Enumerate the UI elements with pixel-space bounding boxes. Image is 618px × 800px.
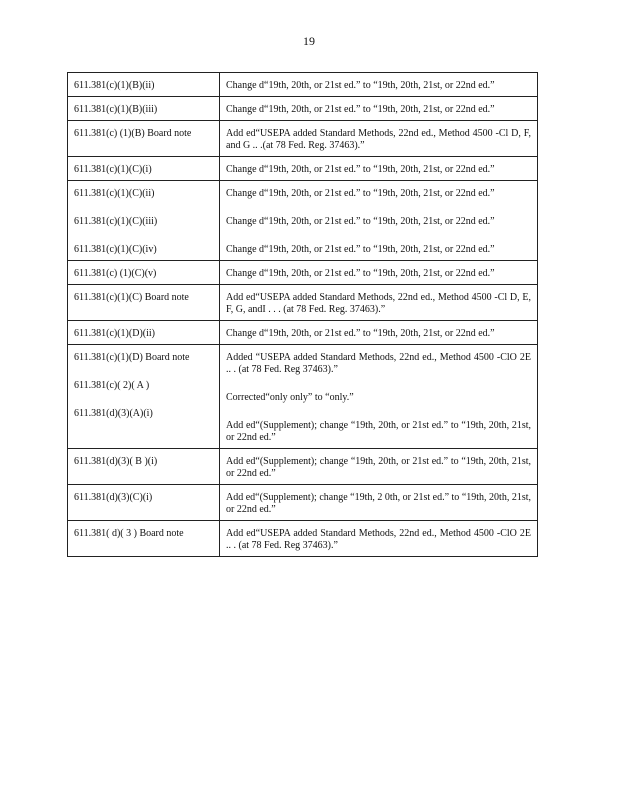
table-row <box>68 261 538 285</box>
section-reference: 611.381(c) (1)(C)(v) <box>74 268 157 279</box>
section-reference: 611.381(c)(1)(B)(ii) <box>74 80 155 91</box>
section-reference: 611.381(c)(1)(C)(iii) <box>74 216 158 227</box>
section-reference: 611.381(c)(1)(C)(i) <box>74 164 152 175</box>
change-description: Change d“19th, 20th, or 21st ed.” to “19th, 20th, 21st, or 22nd ed.” <box>226 244 495 255</box>
table-row <box>68 97 538 121</box>
table-row <box>68 181 538 261</box>
change-cell <box>220 285 538 321</box>
section-reference: 611.381(c)(1)(D)(ii) <box>74 328 155 339</box>
change-cell <box>220 345 538 449</box>
table-row <box>68 485 538 521</box>
section-cell <box>68 73 220 97</box>
change-cell <box>220 261 538 285</box>
change-description: Change d“19th, 20th, or 21st ed.” to “19th, 20th, 21st, or 22nd ed.” <box>226 268 495 279</box>
page-number: 19 <box>303 34 315 48</box>
section-cell <box>68 285 220 321</box>
change-description: Add ed“USEPA added Standard Methods, 22nd ed., Method 4500 -Cl D, F, and G .. .(at 78 Fed. Reg. 37463).” <box>226 128 531 151</box>
change-description: Corrected“only only” to “only.” <box>226 392 354 403</box>
section-reference: 611.381(c)(1)(B)(iii) <box>74 104 158 115</box>
change-cell <box>220 449 538 485</box>
section-cell <box>68 121 220 157</box>
section-cell <box>68 449 220 485</box>
table-row <box>68 121 538 157</box>
section-reference: 611.381(c)(1)(C)(iv) <box>74 244 157 255</box>
section-reference: 611.381(c)(1)(D) Board note <box>74 352 190 363</box>
table-row <box>68 73 538 97</box>
section-cell <box>68 97 220 121</box>
section-cell <box>68 521 220 557</box>
section-reference: 611.381( d)( 3 ) Board note <box>74 528 184 539</box>
section-cell <box>68 157 220 181</box>
change-description: Change d“19th, 20th, or 21st ed.” to “19th, 20th, 21st, or 22nd ed.” <box>226 328 495 339</box>
change-cell <box>220 97 538 121</box>
section-reference: 611.381(d)(3)(A)(i) <box>74 408 153 419</box>
change-cell <box>220 321 538 345</box>
change-description: Add ed“(Supplement); change “19th, 2 0th, or 21st ed.” to “19th, 20th, 21st, or 22nd ed.” <box>226 492 531 515</box>
section-reference: 611.381(c)(1)(C)(ii) <box>74 188 155 199</box>
change-cell <box>220 157 538 181</box>
section-cell <box>68 345 220 449</box>
section-reference: 611.381(c) (1)(B) Board note <box>74 128 192 139</box>
change-cell <box>220 121 538 157</box>
change-description: Change d“19th, 20th, or 21st ed.” to “19th, 20th, 21st, or 22nd ed.” <box>226 216 495 227</box>
section-cell <box>68 321 220 345</box>
change-description: Add ed“USEPA added Standard Methods, 22nd ed., Method 4500 -Cl D, E, F, G, andI . . . (at 78 Fed. Reg. 37463).” <box>226 292 531 315</box>
table-row <box>68 285 538 321</box>
change-description: Change d“19th, 20th, or 21st ed.” to “19th, 20th, 21st, or 22nd ed.” <box>226 80 495 91</box>
section-cell <box>68 261 220 285</box>
section-reference: 611.381(d)(3)(C)(i) <box>74 492 153 503</box>
table-row <box>68 157 538 181</box>
change-description: Change d“19th, 20th, or 21st ed.” to “19th, 20th, 21st, or 22nd ed.” <box>226 164 495 175</box>
section-reference: 611.381(c)(1)(C) Board note <box>74 292 189 303</box>
section-cell <box>68 181 220 261</box>
table-row <box>68 321 538 345</box>
section-reference: 611.381(d)(3)( B )(i) <box>74 456 158 467</box>
change-cell <box>220 521 538 557</box>
change-description: Added “USEPA added Standard Methods, 22nd ed., Method 4500 -ClO 2E .. . (at 78 Fed. Reg 37463).” <box>226 352 531 375</box>
section-cell <box>68 485 220 521</box>
change-cell <box>220 181 538 261</box>
table-row <box>68 345 538 449</box>
table-row <box>68 449 538 485</box>
change-description: Add ed“(Supplement); change “19th, 20th, or 21st ed.” to “19th, 20th, 21st, or 22nd ed.” <box>226 456 531 479</box>
table-row <box>68 521 538 557</box>
change-description: Add ed“(Supplement); change “19th, 20th, or 21st ed.” to “19th, 20th, 21st, or 22nd ed.” <box>226 420 531 443</box>
section-reference: 611.381(c)( 2)( A ) <box>74 380 150 391</box>
change-description: Change d“19th, 20th, or 21st ed.” to “19th, 20th, 21st, or 22nd ed.” <box>226 104 495 115</box>
change-cell <box>220 73 538 97</box>
change-cell <box>220 485 538 521</box>
amendments-table-body <box>68 73 538 557</box>
amendments-table <box>67 72 538 557</box>
change-description: Change d“19th, 20th, or 21st ed.” to “19th, 20th, 21st, or 22nd ed.” <box>226 188 495 199</box>
change-description: Add ed“USEPA added Standard Methods, 22nd ed., Method 4500 -ClO 2E .. . (at 78 Fed. Reg 37463).” <box>226 528 531 551</box>
